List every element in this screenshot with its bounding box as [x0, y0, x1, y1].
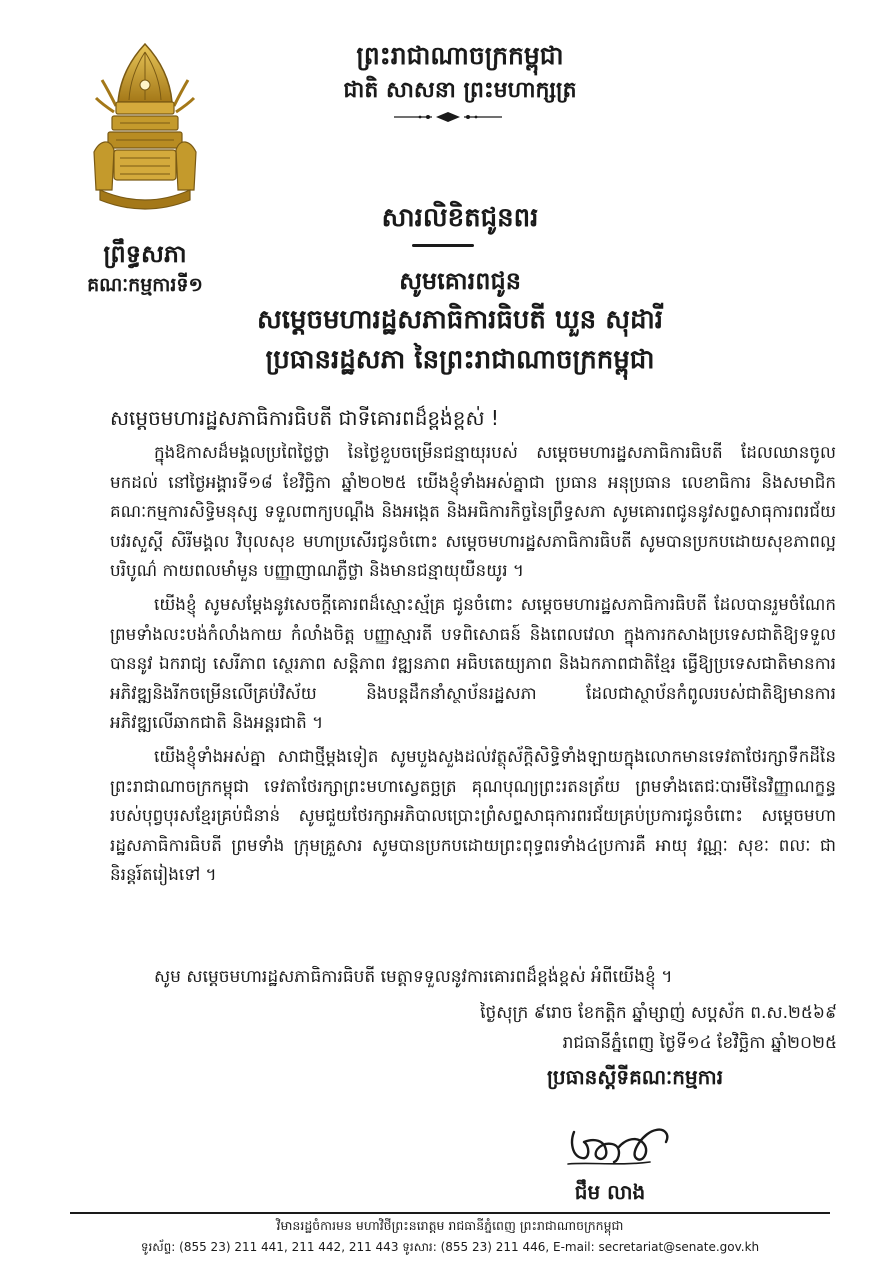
kingdom-name: ព្រះរាជាណាចក្រកម្ពុជា — [356, 41, 564, 70]
salutation: សម្តេចមហារដ្ឋសភាធិការធិបតី ជាទីគោរពដ៏ខ្ពង់ខ្ពស់ ! — [110, 406, 499, 430]
committee-name: គណៈកម្មការទី១ — [87, 274, 203, 296]
document-title: សារលិខិតជូនពរ — [381, 203, 539, 233]
closing-line: សូម សម្តេចមហារដ្ឋសភាធិការធិបតី មេត្តាទទួលនូវការគោរពដ៏ខ្ពង់ខ្ពស់ អំពីយើងខ្ញុំ ។ — [154, 967, 673, 987]
body-paragraph: យើងខ្ញុំទាំងអស់គ្នា សាជាថ្មីម្តងទៀត សូមបួងសួងដល់វត្ថុស័ក្តិសិទ្ធិទាំងឡាយក្នុងលោកមានទេវតាថែរក្សាទឹកដីនៃព្រះរាជាណាចក្រកម្ពុជា ទេវតាថែរក្សាព្រះមហាស្វេតច្ឆត្រ គុណបុណ្យព្រះរតនត្រ័យ ព្រមទាំងតេជៈបារមីនៃវិញ្ញាណក្ខន្ធរបស់បុព្វបុរសខ្មែរគ្រប់ជំនាន់ សូមជួយថែរក្សាអភិបាលប្រោះព្រំសព្ទសាធុការពរជ័យគ្រប់ប្រការជូនចំពោះ សម្តេចមហារដ្ឋសភាធិការធិបតី ព្រមទាំង ក្រុមគ្រួសារ សូមបានប្រកបដោយព្រះពុទ្ធពរទាំង៤ប្រការគឺ អាយុ វណ្ណៈ សុខៈ ពលៈ ជានិរន្តរ៍តរៀងទៅ ។ — [110, 745, 836, 885]
title-divider — [412, 244, 474, 247]
institution-name: ព្រឹទ្ធសភា — [103, 239, 187, 268]
senate-emblem-icon — [90, 40, 200, 216]
body-paragraph: យើងខ្ញុំ សូមសម្តែងនូវសេចក្តីគោរពដ៏ស្មោះស្ម័គ្រ ជូនចំពោះ សម្តេចមហារដ្ឋសភាធិការធិបតី ដែលបានរួមចំណែក ព្រមទាំងលះបង់កំលាំងកាយ កំលាំងចិត្ត បញ្ញាស្មារតី បទពិសោធន៍ និងពេលវេលា ក្នុងការកសាងប្រទេសជាតិឱ្យទទួលបាននូវ ឯករាជ្យ សេរីភាព ស្ថេរភាព សន្តិភាព វឌ្ឍនភាព អធិបតេយ្យភាព និងឯកភាពជាតិខ្មែរ ធ្វើឱ្យប្រទេសជាតិមានការអភិវឌ្ឍនិងរីកចម្រើនលើគ្រប់វិស័យ និងបន្តដឹកនាំស្ថាប័នរដ្ឋសភា ដែលជាស្ថាប័នកំពូលរបស់ជាតិឱ្យមានការអភិវឌ្ឍលើឆាកជាតិ និងអន្តរជាតិ ។ — [110, 593, 836, 733]
footer-address: វិមានរដ្ឋចំការមន មហាវិថីព្រះនរោត្តម រាជធានីភ្នំពេញ ព្រះរាជាណាចក្រកម្ពុជា — [276, 1218, 624, 1233]
ornament-divider-icon — [388, 110, 508, 124]
place-date: រាជធានីភ្នំពេញ ថ្ងៃទី១៤ ខែវិច្ឆិកា ឆ្នាំ២០២៥ — [562, 1033, 837, 1053]
footer-contact: ទូរស័ព្ទ: (855 23) 211 441, 211 442, 211 443 ទូរសារ: (855 23) 211 446, E-mail: secretariat@senate.gov.kh — [140, 1240, 760, 1254]
recipient-position: ប្រធានរដ្ឋសភា នៃព្រះរាជាណាចក្រកម្ពុជា — [265, 345, 655, 375]
recipient-greeting: សូមគោរពជូន — [399, 266, 521, 295]
body-paragraph: ក្នុងឱកាសដ៏មង្គលប្រពៃថ្លៃថ្លា នៃថ្ងៃខួបចម្រើនជន្មាយុរបស់ សម្តេចមហារដ្ឋសភាធិការធិបតី ដែលឈានចូលមកដល់ នៅថ្ងៃអង្គារទី១៨ ខែវិច្ឆិកា ឆ្នាំ២០២៥ យើងខ្ញុំទាំងអស់គ្នាជា ប្រធាន អនុប្រធាន លេខាធិការ និងសមាជិកគណៈកម្មការសិទ្ធិមនុស្ស ទទួលពាក្យបណ្តឹង និងអង្កេត និងអធិការកិច្ចនៃព្រឹទ្ធសភា សូមគោរពជូននូវសព្ទសាធុការពរជ័យ បវរសួស្តី សិរីមង្គល វិបុលសុខ មហាប្រសើរជូនចំពោះ សម្តេចមហារដ្ឋសភាធិការធិបតី សូមបានប្រកបដោយសុខភាពល្អបរិបូណ៌ កាយពលមាំមួន បញ្ញាញាណភ្លឺថ្លា និងមានជន្មាយុយឺនយូរ ។ — [110, 442, 836, 581]
date-block — [437, 998, 837, 1058]
kingdom-header — [300, 38, 620, 106]
footer-divider — [70, 1212, 830, 1214]
lunar-date: ថ្ងៃសុក្រ ៩រោច ខែកត្តិក ឆ្នាំម្សាញ់ សប្តស័ក ព.ស.២៥៦៩ — [480, 1003, 837, 1023]
signer-title: ប្រធានស្តីទីគណៈកម្មការ — [546, 1065, 724, 1089]
recipient-block — [150, 262, 770, 380]
letter-body — [110, 438, 836, 894]
signature-mark — [560, 1112, 690, 1172]
kingdom-motto: ជាតិ សាសនា ព្រះមហាក្សត្រ — [343, 77, 577, 103]
signer-name: ជឹម លាង — [574, 1180, 646, 1204]
recipient-name: សម្តេចមហារដ្ឋសភាធិការធិបតី ឃួន សុដារី — [257, 305, 663, 335]
